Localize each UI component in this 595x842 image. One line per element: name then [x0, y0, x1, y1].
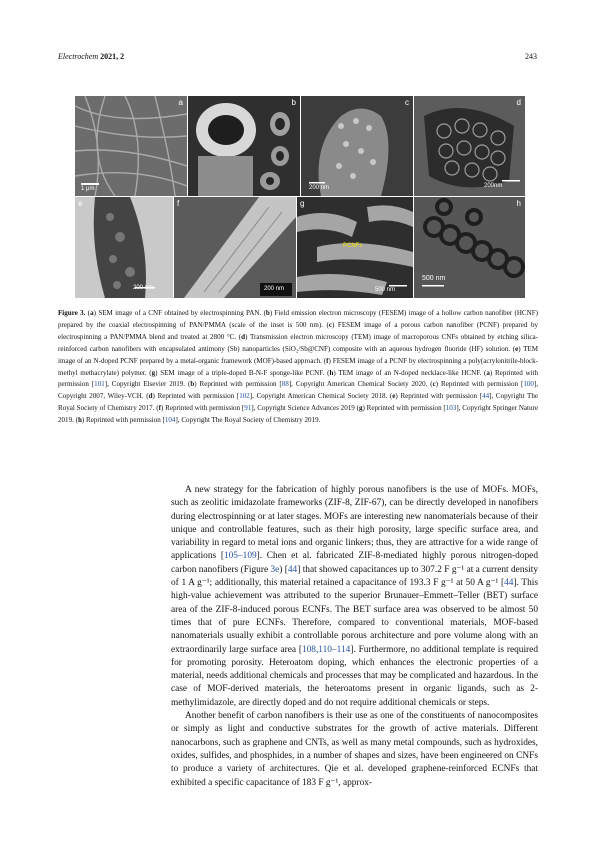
panel-b — [188, 96, 300, 196]
figure-caption — [58, 308, 538, 427]
body-text-segment: ]. Chen et al. fabricated ZIF-8-mediated highly porous nitrogen-doped carbon nanofibers (Figure — [171, 551, 538, 575]
panel-g — [297, 197, 413, 298]
caption-segment: ], Copyright Springer Nature 2019. ( — [58, 404, 539, 425]
body-text-segment: ] that showed capacitances up to 307.2 F g⁻¹ at a current density of 1 A g⁻¹; additionally, this material retained a capacitance of 193.3 F g⁻¹ at 50 A g⁻¹ [ — [171, 564, 539, 589]
caption-segment: ], Copyright American Chemical Society 2020. ( — [288, 380, 433, 389]
caption-panel-ref: c — [328, 320, 333, 329]
caption-citation: 102 — [239, 392, 250, 401]
panel-label-d: d — [516, 98, 521, 107]
body-text-segment: Another benefit of carbon nanofibers is their use as one of the constituents of nanocomposites or simply as light and conductive substrates for the growth of active materials. Different nanocarbons, such as graphene and CNTs, as well as many metal compounds, such as hydroxides, oxides, sulfides, and phosphides, in a number of shapes and sizes, have been engineered on CNFs to produce a variety of architectures. Qie et al. developed graphene-reinforced ECNFs that exhibited a specific capacitance of 183 F g⁻¹, approx- — [171, 711, 538, 788]
caption-segment: ) Reprinted with permission [ — [435, 380, 524, 389]
caption-panel-ref: d — [241, 332, 246, 341]
scale-bar-f: 200 nm — [264, 286, 285, 292]
panel-label-g: g — [300, 199, 305, 208]
caption-panel-ref: e — [392, 392, 396, 401]
caption-panel-ref: e — [515, 344, 519, 353]
panel-label-b: b — [291, 98, 296, 107]
caption-segment: ) Reprinted with permission [ — [362, 404, 446, 413]
paragraph-2 — [171, 710, 538, 790]
citation-link: 108,110–114 — [301, 644, 351, 655]
citation-link: 105–109 — [223, 551, 257, 562]
caption-segment: ) Transmission electron microscopy (TEM) image of macroporous CNFs obtained by etching silica-reinforced carbon nanofibers with encapsulated antimony (Sb) nanoparticles (SiO₂/Sb@CNF) composite with an aqueous hydrogen fluoride (HF) solution. ( — [58, 332, 539, 353]
figure-label: Figure 3. — [58, 309, 86, 317]
caption-panel-ref: f — [158, 404, 161, 413]
caption-panel-ref: b — [265, 309, 270, 317]
panel-e — [75, 197, 173, 298]
scale-bar-e: 200 nm — [133, 285, 154, 291]
caption-segment: ], Copyright The Royal Society of Chemistry 2019. — [175, 416, 321, 425]
caption-panel-ref: f — [326, 356, 329, 365]
citation-link: 44 — [504, 578, 514, 589]
caption-segment: ], Copyright American Chemical Society 2018. ( — [249, 392, 393, 401]
body-text-segment: A new strategy for the fabrication of highly porous nanofibers is the use of MOFs. MOFs, such as zeolitic imidazolate frameworks (ZIF-8, ZIF-67), can be directly developed in nanofibers during electrospinning or at later stages. MOFs are interesting new nanomaterials because of their unique and controllable features, such as their high porosity, large specific surface area, and variability in regard to metal ions and organic linkers; thus, they are attractive for a wide range of applications [ — [171, 485, 538, 562]
caption-segment: ) Reprinted with permission [ — [160, 404, 245, 413]
scale-bar-h: 500 nm — [422, 275, 446, 282]
panel-c — [301, 96, 413, 196]
paragraph-1 — [171, 484, 538, 710]
citation-link: 44 — [287, 564, 298, 575]
caption-panel-ref: g — [151, 368, 156, 377]
caption-segment: ], Copyright Elsevier 2019. ( — [104, 380, 191, 389]
citation-link: 3e — [270, 564, 280, 575]
scale-bar-a: 1 μm — [81, 186, 95, 192]
caption-panel-ref: h — [77, 416, 82, 425]
caption-citation: 44 — [482, 392, 490, 401]
caption-segment: ) TEM image of an N-doped necklace-like HCNF. ( — [333, 368, 487, 377]
caption-panel-ref: h — [329, 368, 334, 377]
material-tag-g: PCNFs — [343, 243, 363, 249]
panel-h — [414, 197, 525, 298]
scale-bar-c: 200 nm — [309, 185, 330, 191]
body-text-segment: ) [ — [279, 564, 288, 575]
caption-segment: ) Reprinted with permission [ — [395, 392, 483, 401]
caption-citation: 91 — [244, 404, 252, 413]
caption-segment: ) Field emission electron microscopy (FESEM) image of a hollow carbon nanofiber (HCNF) prepared by the coaxial electrospinning of PAN/PMMA (scale of the inset is 500 nm). ( — [58, 309, 538, 329]
page-number: 243 — [525, 52, 537, 61]
body-text — [171, 484, 538, 790]
caption-segment: ( — [87, 309, 91, 317]
caption-segment: ) SEM image of a CNF obtained by electrospinning PAN. ( — [93, 309, 266, 317]
caption-segment: ) Reprinted with permission [ — [194, 380, 282, 389]
panel-label-h: h — [516, 199, 521, 208]
caption-segment: ) Reprinted with permission [ — [58, 368, 538, 389]
scale-bar-g: 500 nm — [375, 287, 396, 293]
journal-name: Electrochem 2021, 2 — [58, 52, 125, 61]
caption-segment: ) FESEM image of a porous carbon nanofiber (PCNF) prepared by electrospinning a PAN/PMMA blend and treated at 2800 °C. ( — [58, 320, 538, 341]
panel-label-c: c — [405, 98, 409, 107]
body-text-segment: ]. This high-value achievement was attributed to the superior Brunauer–Emmett–Teller (BET) surface area of the ZIF-8-induced porous ECNFs. The BET surface area was observed to be almost 50 times that of pure ECNFs. Therefore, compared to conventional materials, MOF-based nanomaterials usually exhibit a controllable porous architecture and pore volume along with an extraordinarily large surface area [ — [171, 578, 538, 655]
caption-segment: ) Reprinted with permission [ — [152, 392, 240, 401]
caption-panel-ref: b — [190, 380, 195, 389]
page-header — [58, 52, 537, 64]
panel-label-f: f — [177, 199, 180, 208]
caption-citation: 88 — [281, 380, 289, 389]
caption-text — [58, 309, 538, 424]
body-text-segment: ]. Furthermore, no additional template is required for promoting porosity. Heteroatom doping, which enhances the electronic properties of a material, needs additional chemicals and processes that may be complicated and hazardous. In the case of MOF-derived materials, the heteroatoms present in organic ligands, such as 2-methylimidazole, are directly doped and do not require additional chemicals or steps. — [171, 644, 538, 708]
caption-segment: ], Copyright Science Advances 2019 ( — [251, 404, 359, 413]
caption-segment: ) TEM image of an N-doped PCNF prepared by a metal-organic framework (MOF)-based approach. ( — [58, 344, 538, 365]
caption-segment: ) Reprinted with permission [ — [81, 416, 165, 425]
caption-panel-ref: a — [90, 309, 94, 317]
caption-citation: 103 — [445, 404, 457, 413]
caption-segment: ) SEM image of a triple-doped B-N-F sponge-like PCNF. ( — [155, 368, 330, 377]
caption-citation: 101 — [94, 380, 105, 389]
caption-segment: ], Copyright 2007, Wiley-VCH. ( — [58, 380, 538, 401]
scale-bar-d: 200nm — [484, 183, 503, 189]
caption-citation: 104 — [164, 416, 176, 425]
panel-label-e: e — [78, 199, 83, 208]
panel-f — [174, 197, 296, 298]
panel-a — [75, 96, 187, 196]
figure-3 — [75, 96, 525, 298]
caption-panel-ref: a — [486, 368, 490, 377]
caption-citation: 100 — [523, 380, 534, 389]
caption-panel-ref: c — [432, 380, 436, 389]
caption-segment: ) FESEM image of a PCNF by electrospinning a poly(acrylonitrile-block-methyl methacrylate) polymer. ( — [58, 356, 538, 377]
caption-panel-ref: d — [148, 392, 153, 401]
caption-segment: ], Copyright The Royal Society of Chemistry 2017. ( — [58, 392, 538, 413]
panel-label-a: a — [178, 98, 183, 107]
caption-panel-ref: g — [358, 404, 363, 413]
panel-d — [414, 96, 525, 196]
